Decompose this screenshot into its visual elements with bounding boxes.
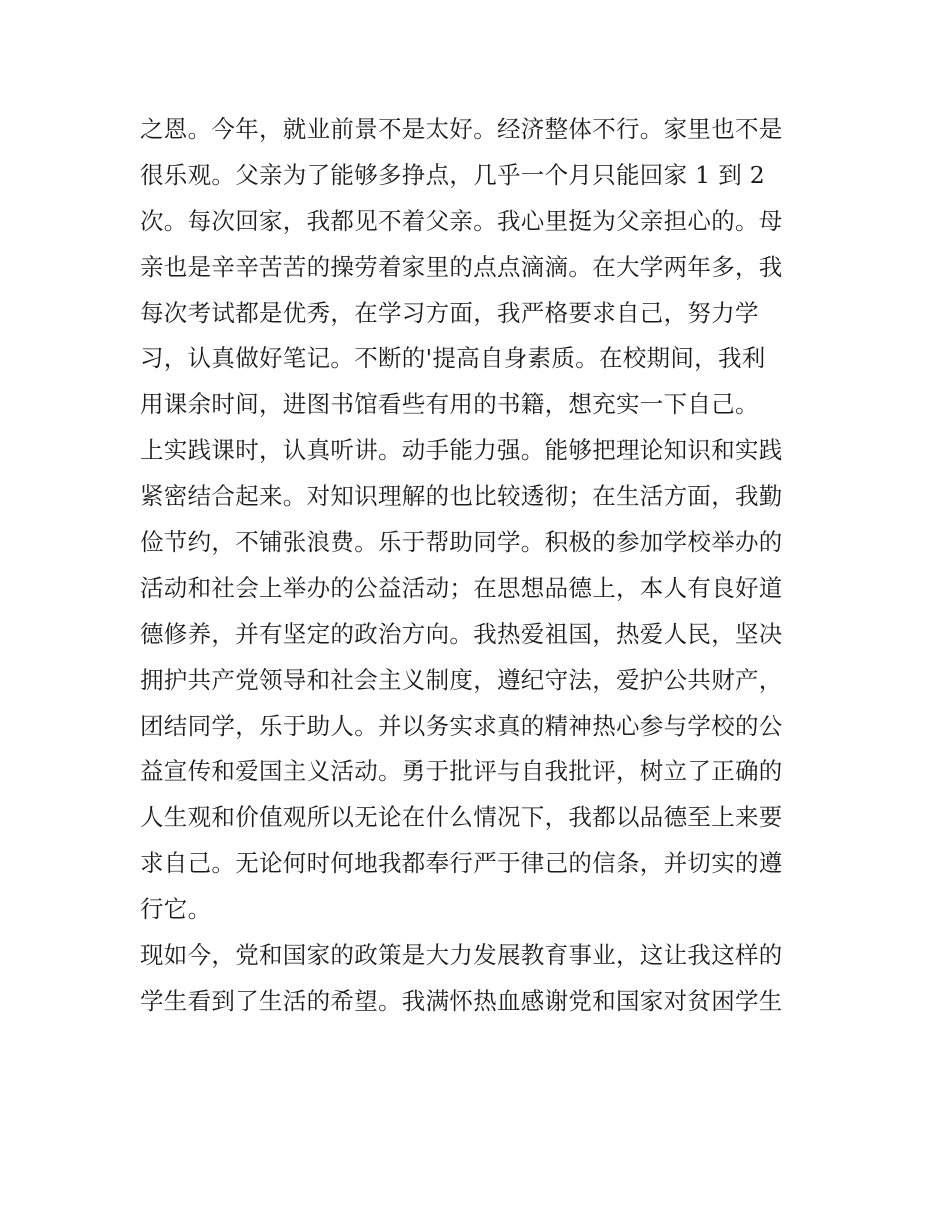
text-line: 人生观和价值观所以无论在什么情况下，我都以品德至上来要 [140, 803, 783, 832]
text-line: 上实践课时，认真听讲。动手能力强。能够把理论知识和实践 [140, 436, 783, 465]
text-line: 行它。 [140, 895, 212, 924]
text-line: 很乐观。父亲为了能够多挣点，几乎一个月只能回家 1 到 2 [140, 160, 766, 189]
text-line: 之恩。今年，就业前景不是太好。经济整体不行。家里也不是 [140, 115, 783, 143]
text-line: 活动和社会上举办的公益活动；在思想品德上，本人有良好道 [140, 573, 783, 602]
text-line: 用课余时间，进图书馆看些有用的书籍，想充实一下自己。 [140, 390, 759, 419]
text-line: 次。每次回家，我都见不着父亲。我心里挺为父亲担心的。母 [140, 206, 783, 235]
text-line: 团结同学，乐于助人。并以务实求真的精神热心参与学校的公 [140, 711, 783, 740]
text-line: 学生看到了生活的希望。我满怀热血感谢党和国家对贫困学生 [140, 986, 783, 1015]
body-text [140, 107, 820, 1025]
text-line: 习，认真做好笔记。不断的'提高自身素质。在校期间，我利 [140, 344, 766, 373]
text-line: 益宣传和爱国主义活动。勇于批评与自我批评，树立了正确的 [140, 757, 783, 786]
text-line: 德修养，并有坚定的政治方向。我热爱祖国，热爱人民，坚决 [140, 619, 783, 648]
text-line: 求自己。无论何时何地我都奉行严于律己的信条，并切实的遵 [140, 849, 783, 878]
text-line: 现如今，党和国家的政策是大力发展教育事业，这让我这样的 [140, 941, 783, 970]
text-line: 紧密结合起来。对知识理解的也比较透彻；在生活方面，我勤 [140, 482, 783, 511]
text-line: 俭节约，不铺张浪费。乐于帮助同学。积极的参加学校举办的 [140, 528, 783, 557]
text-line: 每次考试都是优秀，在学习方面，我严格要求自己，努力学 [140, 298, 759, 327]
text-line: 亲也是辛辛苦苦的操劳着家里的点点滴滴。在大学两年多，我 [140, 252, 783, 281]
text-line: 拥护共产党领导和社会主义制度，遵纪守法，爱护公共财产， [140, 665, 783, 694]
